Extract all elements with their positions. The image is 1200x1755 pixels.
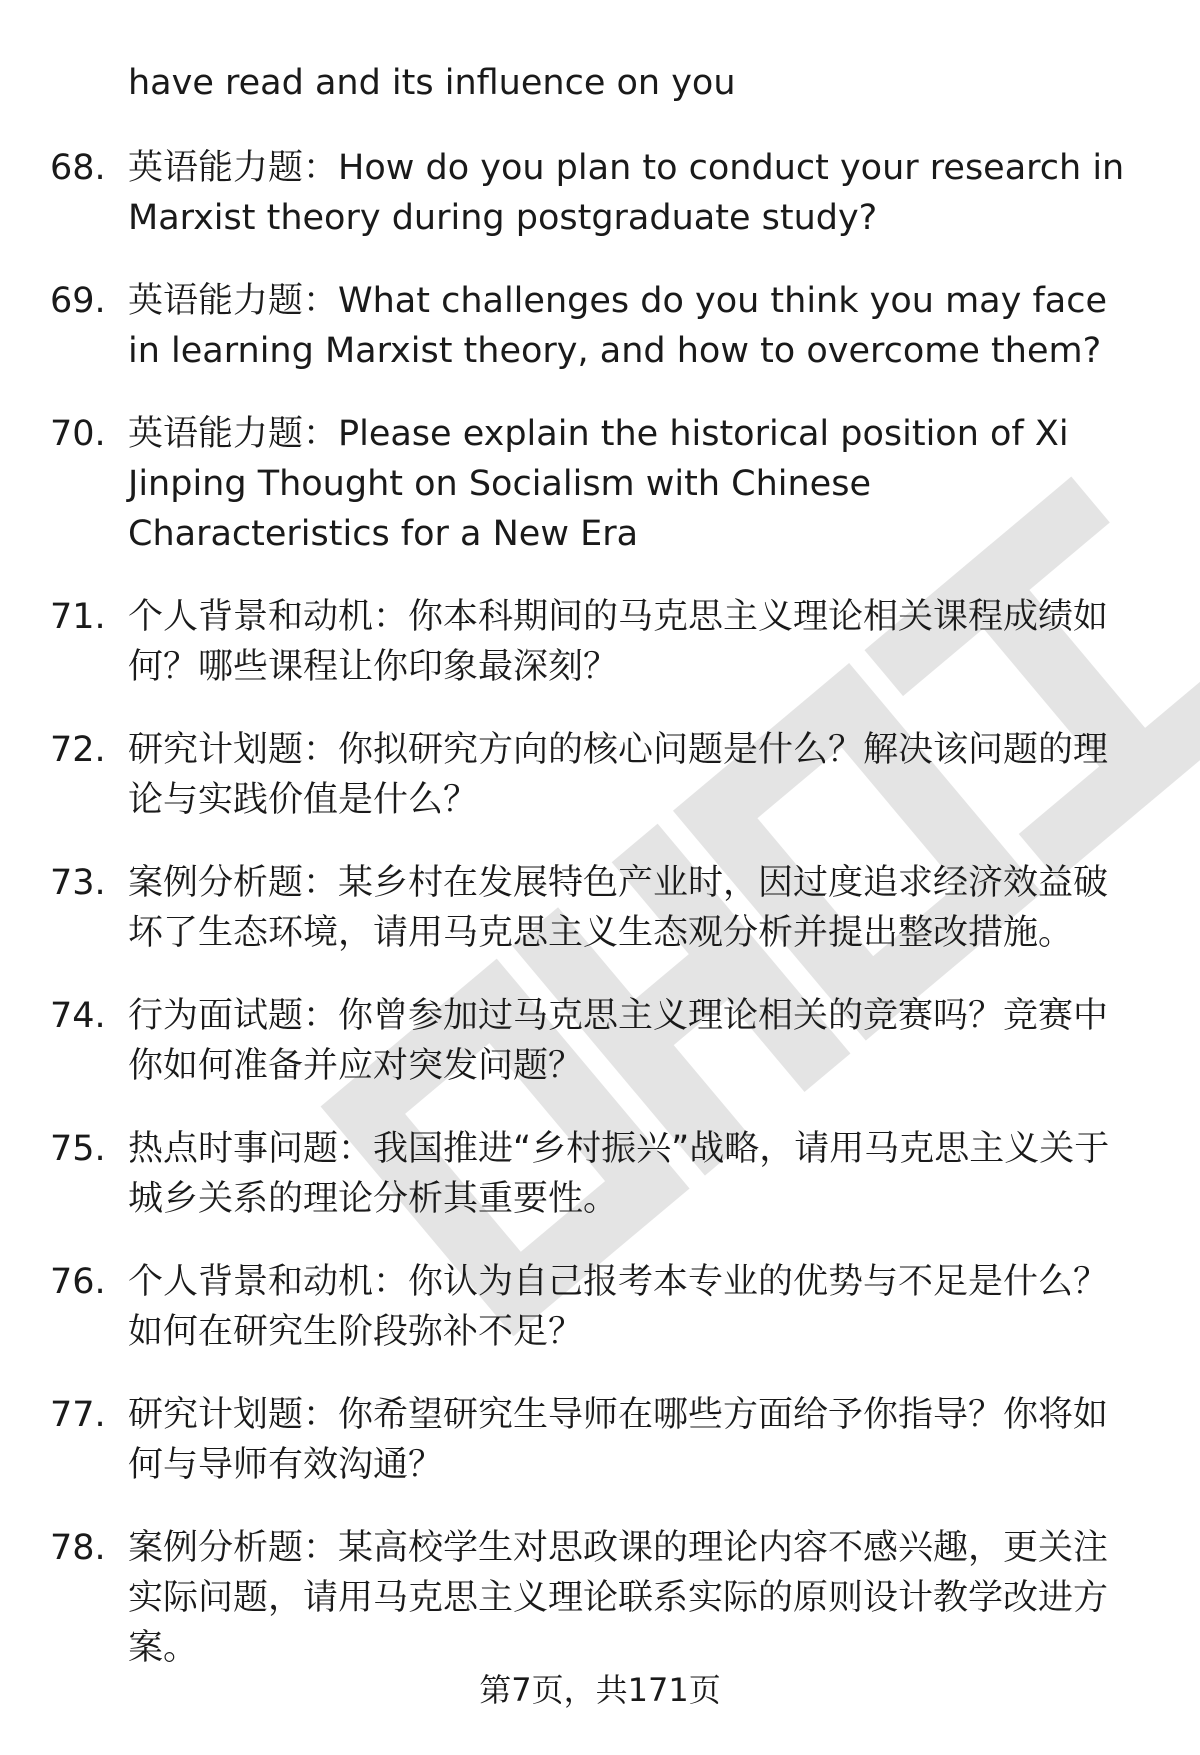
question-number: 78.: [50, 1528, 106, 1568]
question-item: [50, 592, 1150, 692]
question-number: 72.: [50, 730, 106, 770]
question-text: 研究计划题：你拟研究方向的核心问题是什么？解决该问题的理论与实践价值是什么？: [128, 730, 1109, 820]
question-text: 英语能力题：Please explain the historical position of Xi Jinping Thought on Socialism with Chinese Characteristics for a New Era: [128, 414, 1069, 554]
question-number: 68.: [50, 148, 106, 188]
question-text: 案例分析题：某乡村在发展特色产业时，因过度追求经济效益破坏了生态环境，请用马克思主义生态观分析并提出整改措施。: [128, 863, 1109, 953]
continuation-text: have read and its influence on you: [128, 63, 736, 103]
question-text: 英语能力题：What challenges do you think you may face in learning Marxist theory, and how to overcome them?: [128, 281, 1107, 371]
question-text: 热点时事问题：我国推进“乡村振兴”战略，请用马克思主义关于城乡关系的理论分析其重要性。: [128, 1129, 1110, 1219]
question-item: [50, 858, 1150, 958]
question-item: [50, 143, 1150, 243]
question-number: 75.: [50, 1129, 106, 1169]
question-list: [50, 143, 1150, 1706]
question-item: [50, 725, 1150, 825]
question-text: 行为面试题：你曾参加过马克思主义理论相关的竞赛吗？竞赛中你如何准备并应对突发问题？: [128, 996, 1109, 1086]
page-footer: 第7页，共171页: [479, 1671, 721, 1709]
question-text: 研究计划题：你希望研究生导师在哪些方面给予你指导？你将如何与导师有效沟通？: [128, 1395, 1109, 1485]
question-text: 英语能力题：How do you plan to conduct your research in Marxist theory during postgraduate study?: [128, 148, 1125, 238]
question-number: 70.: [50, 414, 106, 454]
question-number: 74.: [50, 996, 106, 1036]
question-text: 个人背景和动机：你认为自己报考本专业的优势与不足是什么？如何在研究生阶段弥补不足？: [128, 1262, 1109, 1352]
question-number: 69.: [50, 281, 106, 321]
question-item: [50, 1124, 1150, 1224]
question-item: [50, 409, 1150, 559]
question-number: 71.: [50, 597, 106, 637]
question-number: 77.: [50, 1395, 106, 1435]
question-item: [50, 991, 1150, 1091]
question-text: 个人背景和动机：你本科期间的马克思主义理论相关课程成绩如何？哪些课程让你印象最深刻？: [128, 597, 1109, 687]
question-item: [50, 1390, 1150, 1490]
question-number: 76.: [50, 1262, 106, 1302]
question-item: [50, 1257, 1150, 1357]
question-text: 案例分析题：某高校学生对思政课的理论内容不感兴趣，更关注实际问题，请用马克思主义理论联系实际的原则设计教学改进方案。: [128, 1528, 1109, 1668]
question-number: 73.: [50, 863, 106, 903]
question-item: [50, 276, 1150, 376]
question-item: [50, 1523, 1150, 1673]
